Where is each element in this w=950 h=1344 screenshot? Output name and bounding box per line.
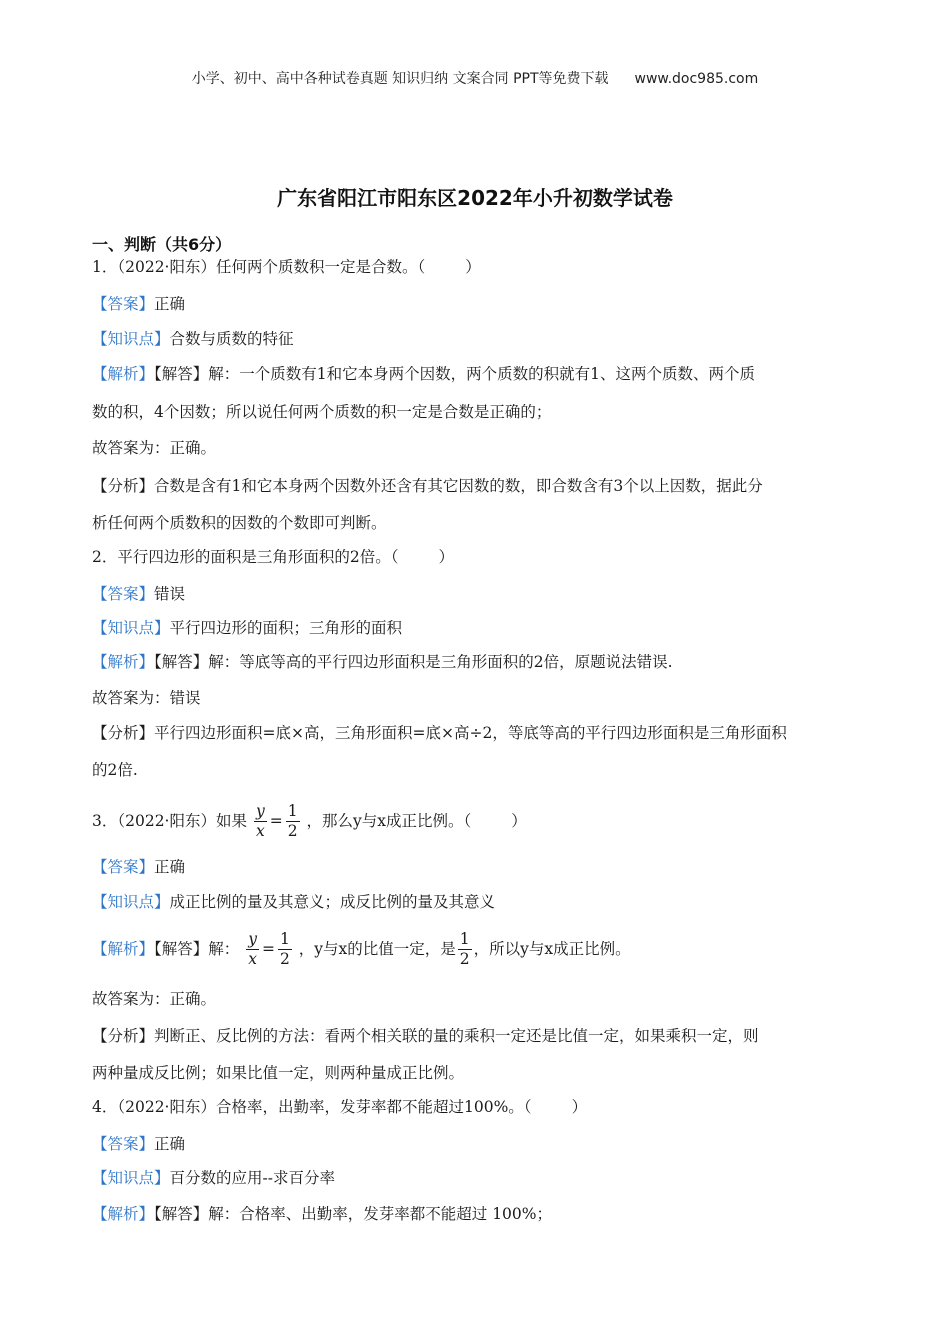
q3-answer <box>92 856 185 878</box>
fenxi-tag: 【分析】 <box>92 724 155 742</box>
q3-jiexi-fraction-y-over-x <box>246 930 259 969</box>
header-url[interactable]: www.doc985.com <box>634 71 759 87</box>
q4-stem <box>92 1096 587 1118</box>
q2-fenxi-line1 <box>92 722 787 744</box>
q1-fenxi-line2: 析任何两个质数积的因数的个数即可判断。 <box>92 514 387 532</box>
fraction-numerator: y <box>255 801 265 820</box>
jiexi-tag: 【解析】 <box>92 365 155 383</box>
answer-tag: 【答案】 <box>92 1135 155 1153</box>
q3-stem <box>92 800 527 841</box>
q3-fraction-y-over-x <box>254 802 267 841</box>
q4-jiexi-text: 【解答】解：合格率、出勤率，发芽率都不能超过 100%； <box>154 1205 553 1223</box>
q1-stem <box>92 256 481 278</box>
q3-conclusion: 故答案为：正确。 <box>92 990 217 1008</box>
q4-knowledge <box>92 1167 335 1189</box>
jiexi-tag: 【解析】 <box>92 940 155 958</box>
section-heading: 一、判断（共6分） <box>92 235 232 254</box>
fenxi-tag: 【分析】 <box>92 1027 155 1045</box>
q3-fenxi-line1 <box>92 1025 759 1047</box>
fraction-denominator: 2 <box>287 821 298 840</box>
q3-fenxi-line2: 两种量成反比例；如果比值一定，则两种量成正比例。 <box>92 1064 465 1082</box>
answer-tag: 【答案】 <box>92 585 155 603</box>
page-title: 广东省阳江市阳东区2022年小升初数学试卷 <box>277 186 673 210</box>
q3-jiexi-fraction-one-half-2 <box>458 930 472 969</box>
q4-answer-text: 正确 <box>154 1135 186 1153</box>
q1-answer <box>92 293 185 315</box>
q2-fenxi-line2: 的2倍. <box>92 761 138 779</box>
q3-fraction-one-half <box>286 802 300 841</box>
answer-tag: 【答案】 <box>92 295 155 313</box>
q1-fenxi-line1 <box>92 475 763 497</box>
fraction-denominator: x <box>255 821 265 840</box>
q1-jiexi-line1 <box>92 363 755 385</box>
answer-tag: 【答案】 <box>92 858 155 876</box>
q2-jiexi <box>92 651 673 673</box>
q3-knowledge <box>92 891 495 913</box>
knowledge-tag: 【知识点】 <box>92 330 170 348</box>
q2-jiexi-text: 【解答】解：等底等高的平行四边形面积是三角形面积的2倍，原题说法错误. <box>154 653 673 671</box>
fraction-denominator: 2 <box>279 949 290 968</box>
knowledge-tag: 【知识点】 <box>92 893 170 911</box>
fraction-denominator: 2 <box>459 949 470 968</box>
fraction-numerator: y <box>248 929 257 948</box>
fraction-numerator: 1 <box>287 801 298 820</box>
q3-stem-pre: 3．（2022·阳东）如果 <box>92 812 247 830</box>
q1-jiexi-line2: 数的积，4个因数；所以说任何两个质数的积一定是合数是正确的； <box>92 403 552 421</box>
fenxi-tag: 【分析】 <box>92 477 155 495</box>
q3-paren-close: ） <box>511 812 527 830</box>
q1-conclusion: 故答案为：正确。 <box>92 439 217 457</box>
equals-sign: = <box>261 940 275 958</box>
q2-stem-text: 2．平行四边形的面积是三角形面积的2倍。（ <box>92 548 399 566</box>
q2-answer-text: 错误 <box>154 585 186 603</box>
q1-paren-close: ） <box>465 258 481 276</box>
q4-stem-text: 4．（2022·阳东）合格率，出勤率，发芽率都不能超过100%。（ <box>92 1098 532 1116</box>
q3-stem-post: ，那么y与x成正比例。（ <box>306 812 472 830</box>
q2-conclusion: 故答案为：错误 <box>92 689 201 707</box>
q1-jiexi-text-1: 【解答】解：一个质数有1和它本身两个因数，两个质数的积就有1、这两个质数、两个质 <box>154 365 755 383</box>
fraction-denominator: x <box>248 949 257 968</box>
q1-stem-text: 1．（2022·阳东）任何两个质数积一定是合数。（ <box>92 258 426 276</box>
q2-answer <box>92 583 185 605</box>
q2-knowledge <box>92 617 402 639</box>
q2-paren-close: ） <box>438 548 454 566</box>
q1-knowledge-text: 合数与质数的特征 <box>169 330 294 348</box>
q3-knowledge-text: 成正比例的量及其意义；成反比例的量及其意义 <box>169 893 496 911</box>
q1-answer-text: 正确 <box>154 295 186 313</box>
q4-paren-close: ） <box>571 1098 588 1116</box>
q3-answer-text: 正确 <box>154 858 186 876</box>
page-header <box>0 68 950 88</box>
knowledge-tag: 【知识点】 <box>92 619 170 637</box>
q4-answer <box>92 1133 185 1155</box>
q1-fenxi-text-1: 合数是含有1和它本身两个因数外还含有其它因数的数，即合数含有3个以上因数，据此分 <box>154 477 763 495</box>
q3-jiexi-fraction-one-half <box>278 930 292 969</box>
q3-jiexi <box>92 928 631 969</box>
jiexi-tag: 【解析】 <box>92 653 155 671</box>
q2-fenxi-text-1: 平行四边形面积=底×高，三角形面积=底×高÷2，等底等高的平行四边形面积是三角形面积 <box>154 724 787 742</box>
fraction-numerator: 1 <box>459 929 470 948</box>
fraction-numerator: 1 <box>279 929 290 948</box>
q2-knowledge-text: 平行四边形的面积；三角形的面积 <box>169 619 403 637</box>
q1-knowledge <box>92 328 294 350</box>
knowledge-tag: 【知识点】 <box>92 1169 170 1187</box>
header-text: 小学、初中、高中各种试卷真题 知识归纳 文案合同 PPT等免费下载 <box>191 71 609 87</box>
q3-jiexi-pre: 【解答】解： <box>154 940 240 958</box>
q3-fenxi-text-1: 判断正、反比例的方法：看两个相关联的量的乘积一定还是比值一定，如果乘积一定，则 <box>154 1027 759 1045</box>
q3-jiexi-post: ，所以y与x成正比例。 <box>473 940 631 958</box>
q2-stem <box>92 546 454 568</box>
jiexi-tag: 【解析】 <box>92 1205 155 1223</box>
q4-knowledge-text: 百分数的应用--求百分率 <box>169 1169 335 1187</box>
q3-jiexi-mid: ，y与x的比值一定，是 <box>298 940 456 958</box>
q4-jiexi <box>92 1203 552 1225</box>
equals-sign: = <box>269 812 283 830</box>
